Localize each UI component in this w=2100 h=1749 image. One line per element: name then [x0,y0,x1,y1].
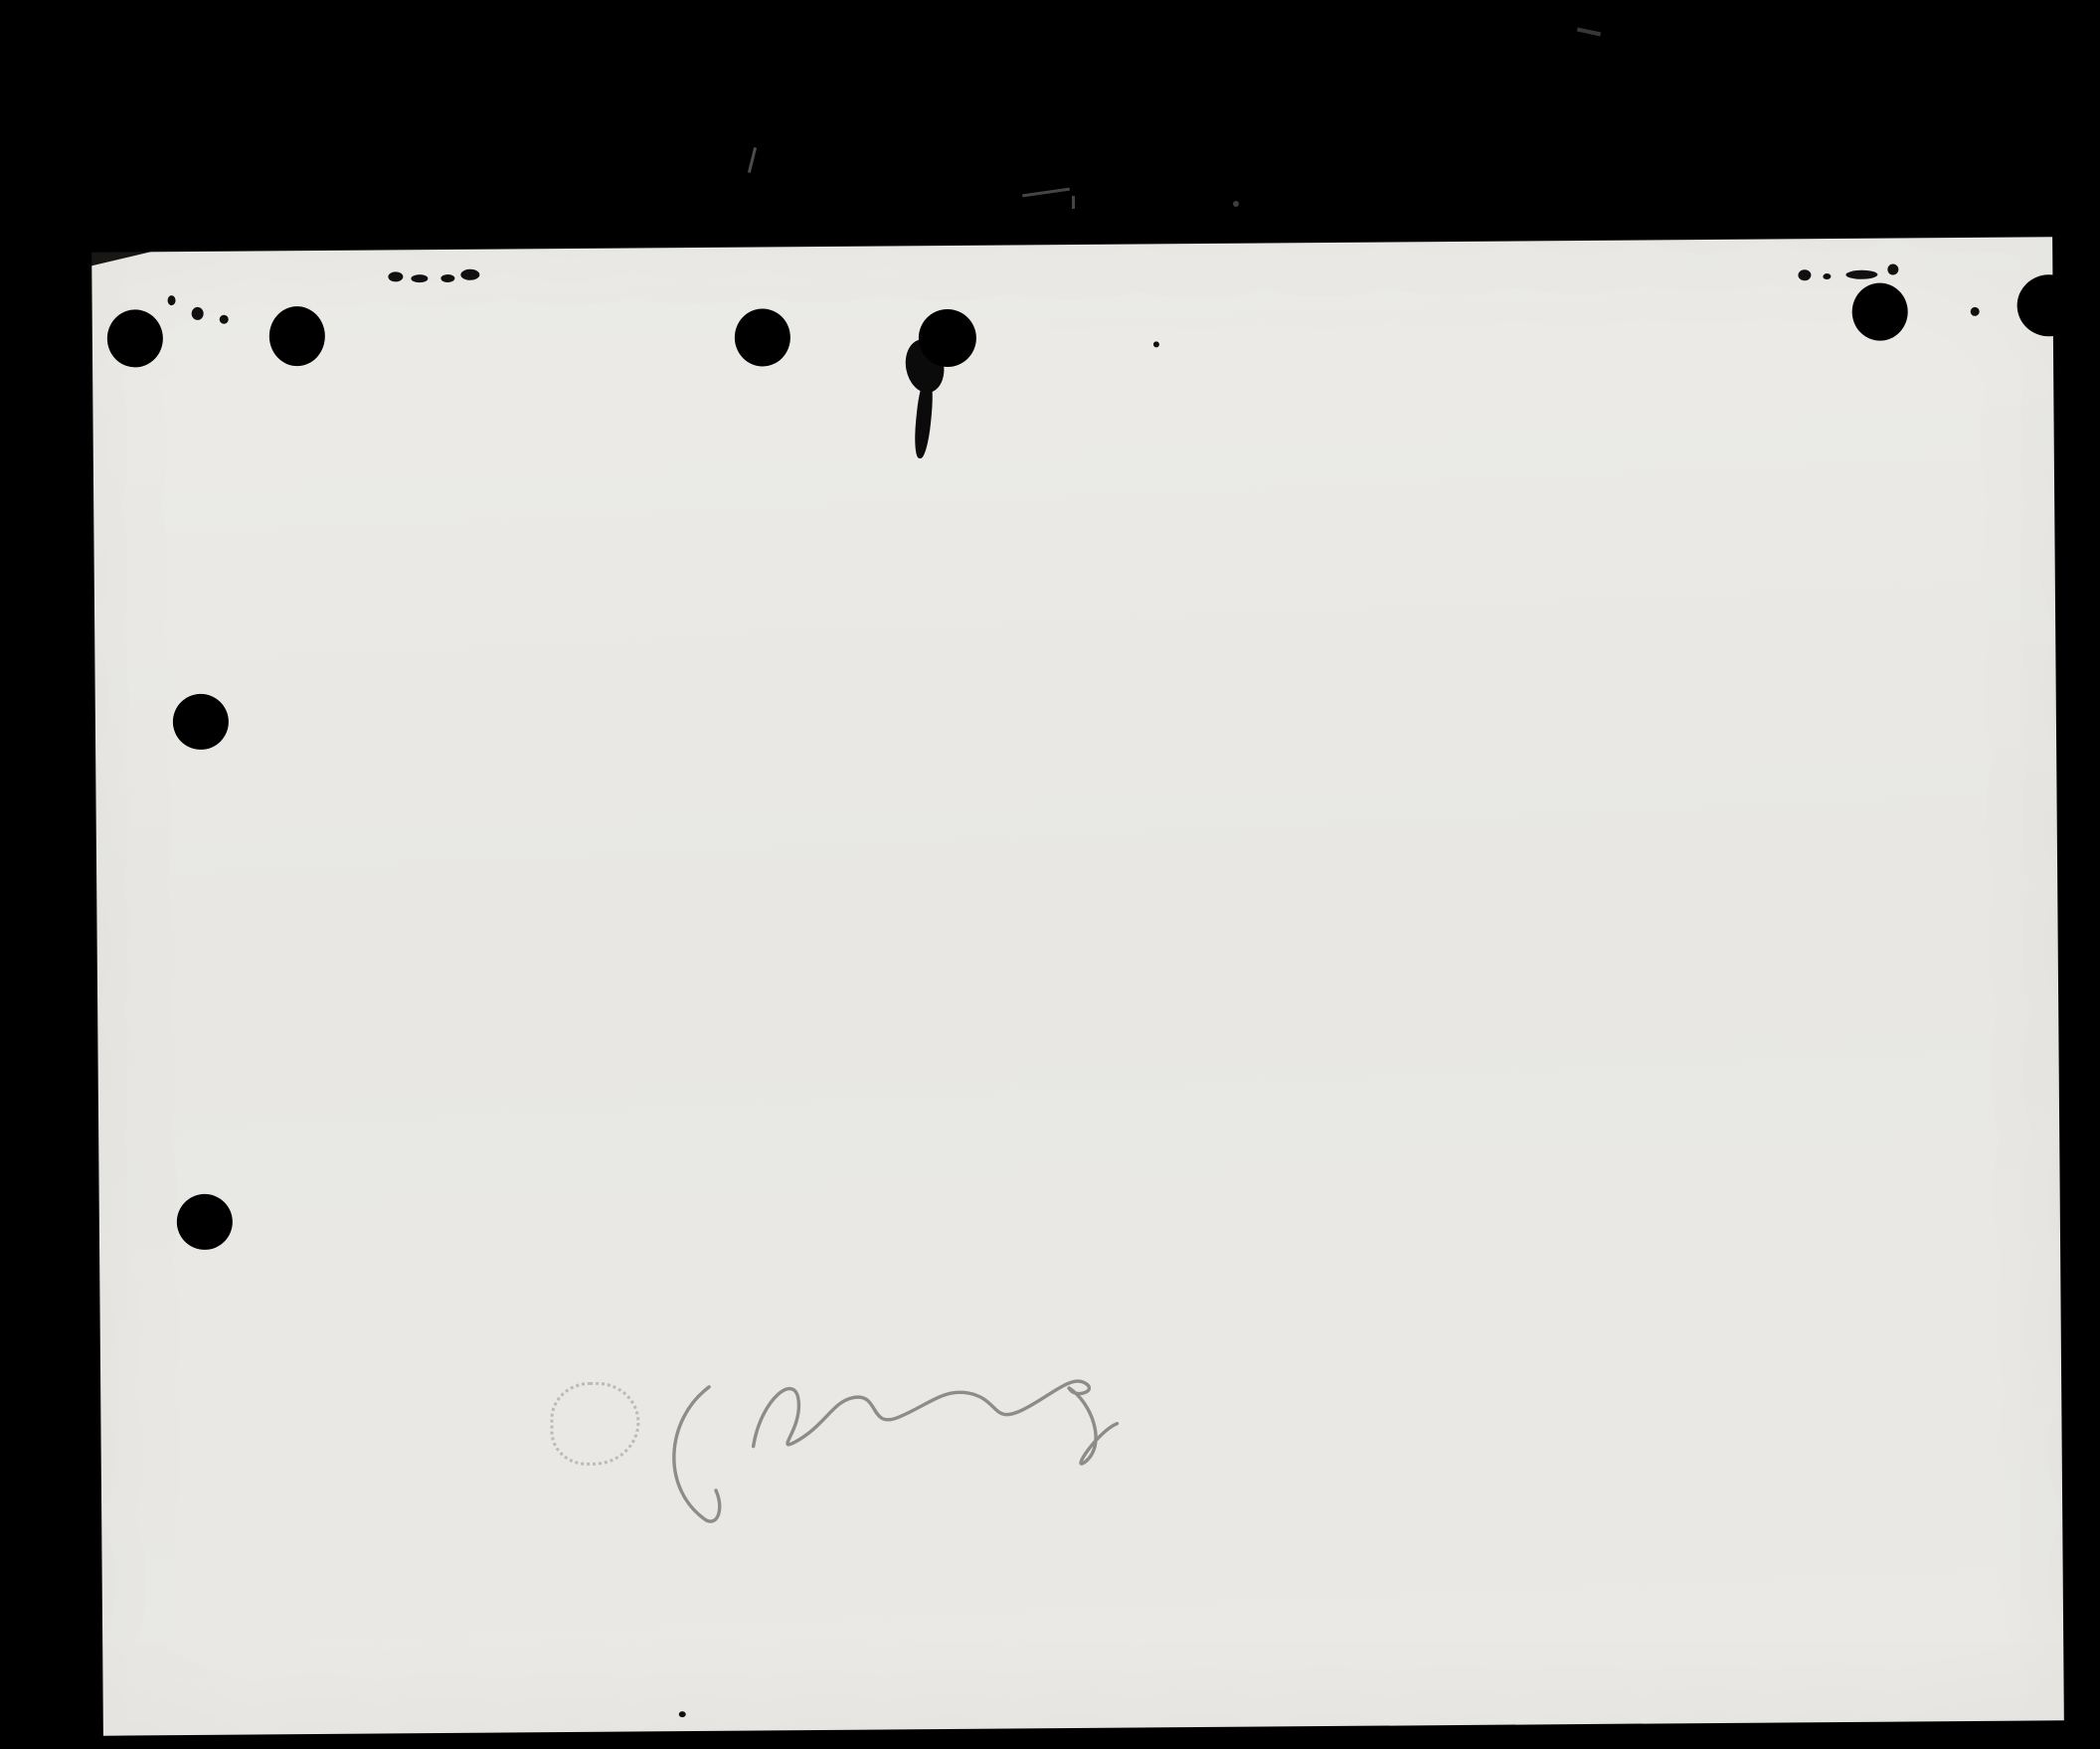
ink-speck [1798,269,1811,280]
scan-scratch [1022,188,1070,198]
ink-speck [1823,273,1831,279]
hole-punch [2016,274,2080,337]
hole-punch [1851,282,1907,340]
hole-punch [177,1194,233,1250]
hole-punch [735,308,790,366]
ink-speck [192,307,204,320]
scan-scratch [1233,201,1239,207]
ink-speck [1887,263,1898,274]
document-page [91,237,2064,1735]
handwritten-signature [657,1366,1136,1539]
hole-punch [919,309,976,367]
ink-speck [460,269,479,280]
scan-scratch [748,147,757,173]
hole-punch [107,309,163,367]
ink-speck [440,274,454,282]
ink-speck [1971,307,1980,316]
scan-scratch [1577,28,1601,37]
scan-scratch [1072,196,1075,209]
hole-punch [269,306,325,366]
ink-speck [679,1711,686,1717]
hole-punch [173,694,229,750]
ink-speck [388,271,403,281]
ink-speck [168,295,176,305]
ink-speck [1153,341,1159,347]
ink-speck [220,315,229,324]
